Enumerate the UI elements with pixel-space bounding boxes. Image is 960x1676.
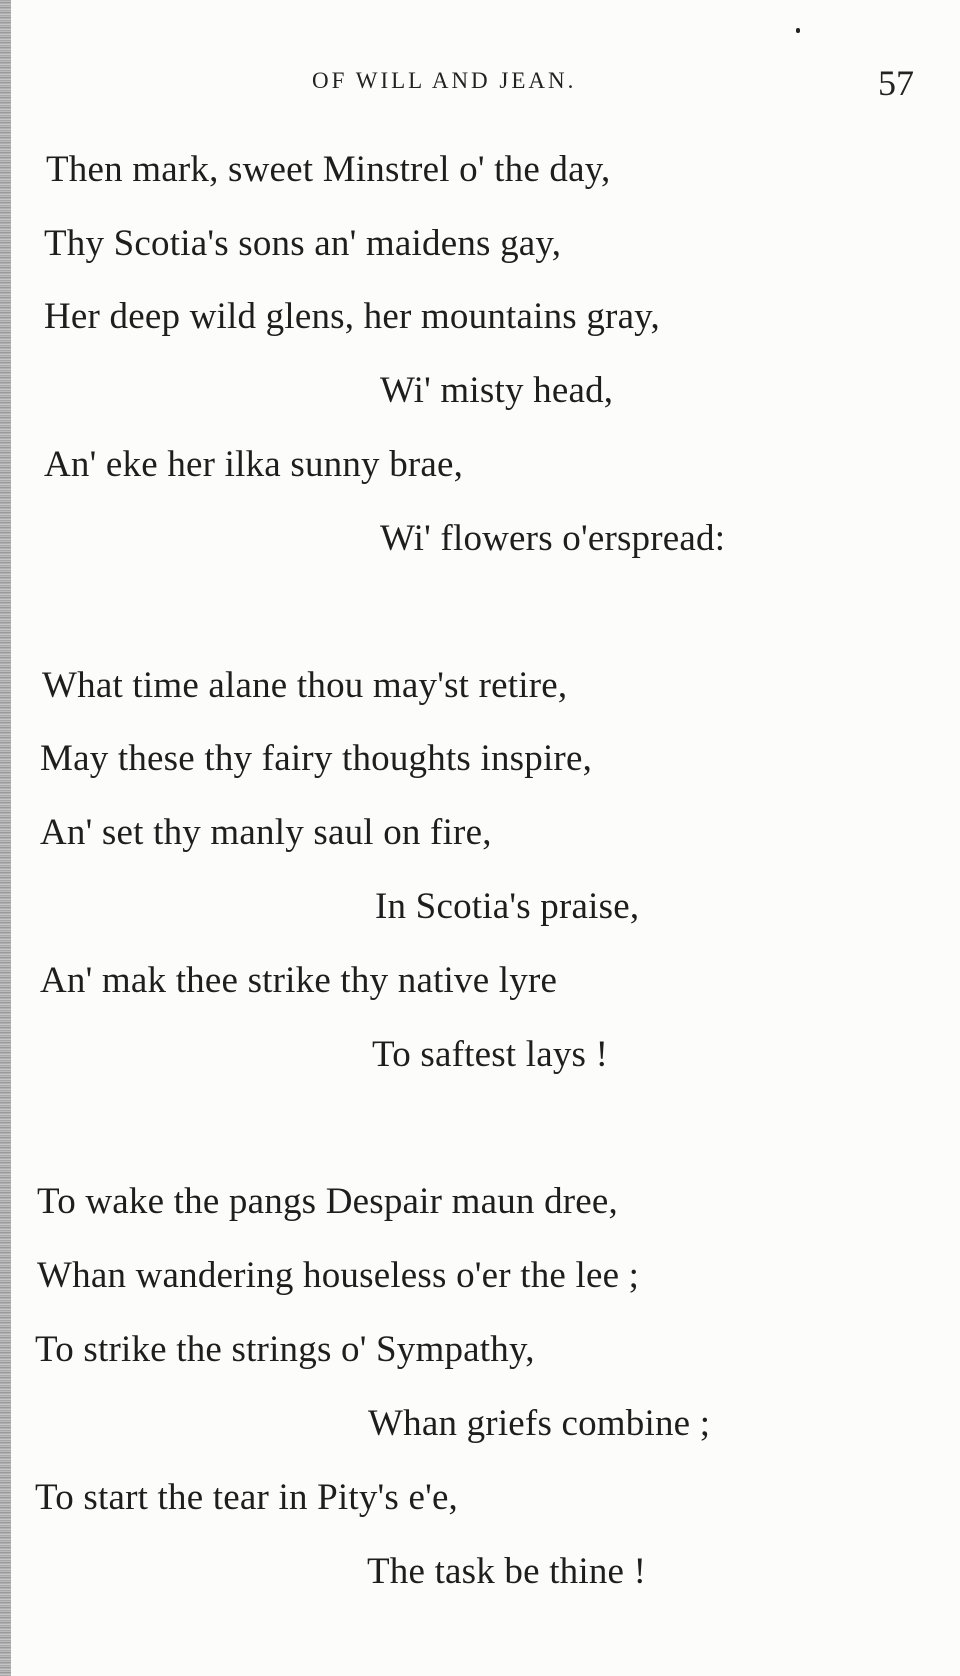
verse-line: An' mak thee strike thy native lyre xyxy=(40,960,558,1001)
verse-line: An' set thy manly saul on fire, xyxy=(40,812,492,853)
verse-line: Her deep wild glens, her mountains gray, xyxy=(44,296,660,337)
running-head: OF WILL AND JEAN. xyxy=(312,68,577,93)
verse-line-indented: The task be thine ! xyxy=(367,1551,647,1592)
verse-line: May these thy fairy thoughts inspire, xyxy=(40,738,593,779)
verse-line: To start the tear in Pity's e'e, xyxy=(35,1477,459,1518)
verse-line: What time alane thou may'st retire, xyxy=(42,665,568,706)
book-spine-edge xyxy=(0,0,11,1676)
verse-line: Thy Scotia's sons an' maidens gay, xyxy=(44,223,562,264)
verse-line-indented: Wi' flowers o'erspread: xyxy=(380,518,726,559)
verse-line: An' eke her ilka sunny brae, xyxy=(44,444,464,485)
verse-line-indented: To saftest lays ! xyxy=(372,1034,609,1075)
ink-speck xyxy=(796,28,800,33)
verse-line-indented: Whan griefs combine ; xyxy=(368,1403,711,1444)
page-number: 57 xyxy=(878,63,914,103)
verse-line-indented: In Scotia's praise, xyxy=(375,886,640,927)
verse-line-indented: Wi' misty head, xyxy=(380,370,614,411)
verse-line: To strike the strings o' Sympathy, xyxy=(35,1329,535,1370)
verse-line: Then mark, sweet Minstrel o' the day, xyxy=(46,149,611,190)
verse-line: Whan wandering houseless o'er the lee ; xyxy=(37,1255,640,1296)
verse-line: To wake the pangs Despair maun dree, xyxy=(37,1181,618,1222)
